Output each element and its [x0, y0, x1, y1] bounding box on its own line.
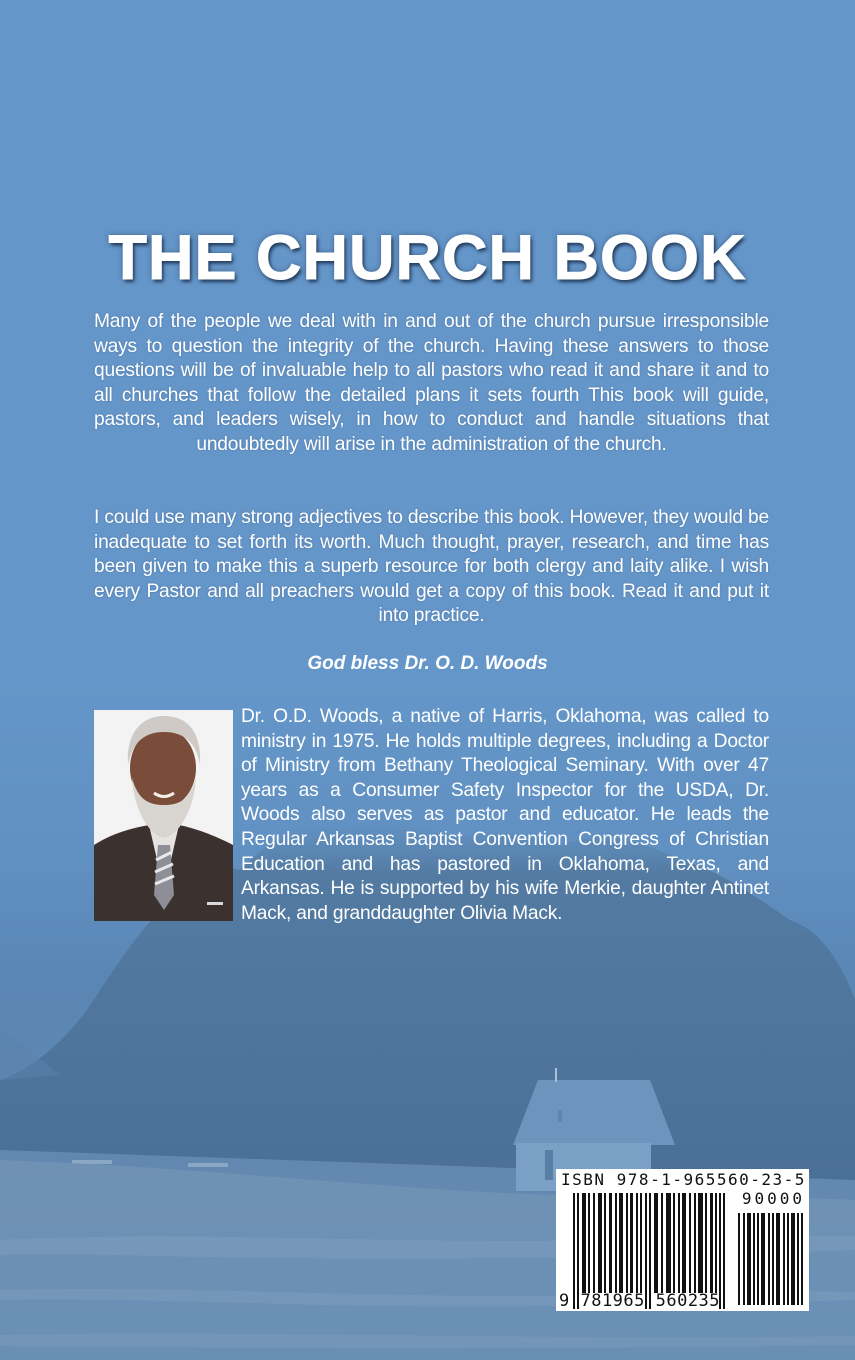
- description-paragraph-1: Many of the people we deal with in and out of the church pursue irresponsible ways to question the integrity of the church. Having these answers to those questions will be of invaluable help to all pastors who read it and share it and to all churches that follow the detailed plans it sets fourth This book will guide, pastors, and leaders wisely, in how to conduct and handle situations that undoubtedly will arise in the administration of the church.: [94, 311, 769, 455]
- addon-barcode-bars: [738, 1213, 805, 1305]
- price-addon-code: 90000: [741, 1189, 805, 1208]
- author-portrait-image: [94, 710, 233, 921]
- author-photo: [94, 710, 233, 921]
- ean-digits: 9 781965 560235: [559, 1291, 721, 1311]
- author-bio: Dr. O.D. Woods, a native of Harris, Oklahoma, was called to ministry in 1975. He holds multiple degrees, including a Doctor of Ministry from Bethany Theological Seminary. With over 47 years as a Consumer Safety Inspector for the USDA, Dr. Woods also serves as pastor and educator. He leads the Regular Arkansas Baptist Convention Congress of Christian Education and has pastored in Oklahoma, Texas, and Arkansas. He is supported by his wife Merkie, daughter Antinet Mack, and granddaughter Olivia Mack.: [241, 706, 769, 924]
- description-paragraph-2: I could use many strong adjectives to describe this book. However, they would be inadequate to set forth its worth. Much thought, prayer, research, and time has been given to make this a superb resource for both clergy and laity alike. I wish every Pastor and all preachers would get a copy of this book. Read it and put it into practice.: [94, 507, 769, 627]
- book-title: THE CHURCH BOOK: [108, 223, 747, 293]
- isbn-label: ISBN 978-1-965560-23-5: [561, 1170, 806, 1189]
- isbn-barcode: [556, 1169, 809, 1311]
- blessing-line: God bless Dr. O. D. Woods: [307, 653, 548, 674]
